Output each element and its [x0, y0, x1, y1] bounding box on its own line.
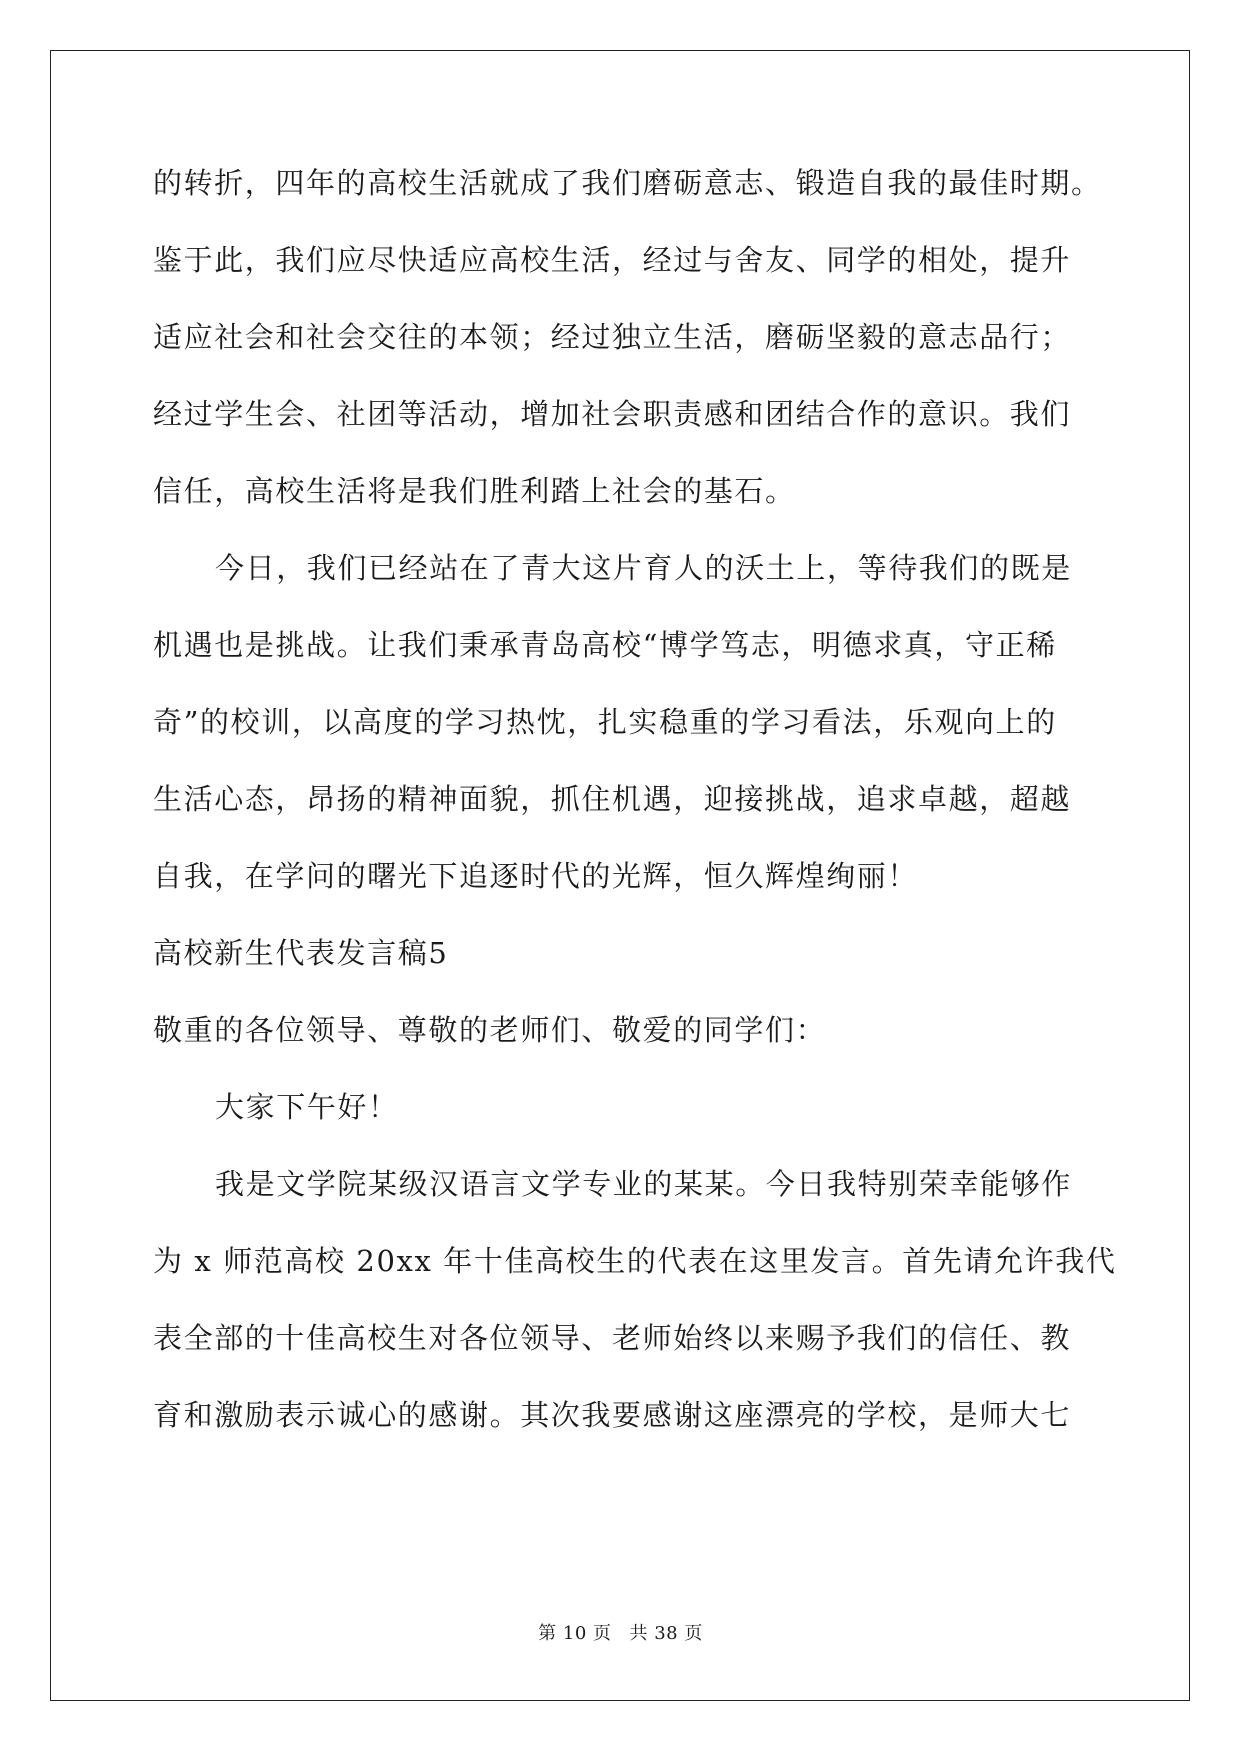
text-line: 经过学生会、社团等活动，增加社会职责感和团结合作的意识。我们	[153, 397, 1072, 431]
greeting: 大家下午好！	[215, 1090, 399, 1124]
text-line: 表全部的十佳高校生对各位领导、老师始终以来赐予我们的信任、教	[153, 1321, 1072, 1355]
text-line: 鉴于此，我们应尽快适应高校生活，经过与舍友、同学的相处，提升	[153, 243, 1072, 277]
text-line: 信任，高校生活将是我们胜利踏上社会的基石。	[153, 474, 796, 508]
text-line: 为 x 师范高校 20xx 年十佳高校生的代表在这里发言。首先请允许我代	[153, 1244, 1117, 1278]
text-line: 育和激励表示诚心的感谢。其次我要感谢这座漂亮的学校，是师大七	[153, 1398, 1072, 1432]
salutation: 敬重的各位领导、尊敬的老师们、敬爱的同学们：	[153, 1013, 827, 1047]
text-line: 今日，我们已经站在了青大这片育人的沃土上，等待我们的既是	[215, 551, 1072, 585]
text-line: 奇”的校训，以高度的学习热忱，扎实稳重的学习看法，乐观向上的	[153, 705, 1057, 739]
text-line: 我是文学院某级汉语言文学专业的某某。今日我特别荣幸能够作	[215, 1167, 1072, 1201]
page-footer	[0, 1622, 1241, 1646]
text-line: 适应社会和社会交往的本领；经过独立生活，磨砺坚毅的意志品行；	[153, 320, 1072, 354]
text-line: 生活心态，昂扬的精神面貌，抓住机遇，迎接挑战，追求卓越，超越	[153, 782, 1072, 816]
text-line: 的转折，四年的高校生活就成了我们磨砺意志、锻造自我的最佳时期。	[153, 166, 1102, 200]
section-heading: 高校新生代表发言稿5	[153, 936, 449, 970]
text-line: 机遇也是挑战。让我们秉承青岛高校“博学笃志，明德求真，守正稀	[153, 628, 1057, 662]
text-line: 自我，在学问的曙光下追逐时代的光辉，恒久辉煌绚丽！	[153, 859, 919, 893]
page-number: 第 10 页	[538, 1623, 612, 1644]
document-body	[153, 163, 1117, 1472]
page-total: 共 38 页	[629, 1623, 703, 1644]
